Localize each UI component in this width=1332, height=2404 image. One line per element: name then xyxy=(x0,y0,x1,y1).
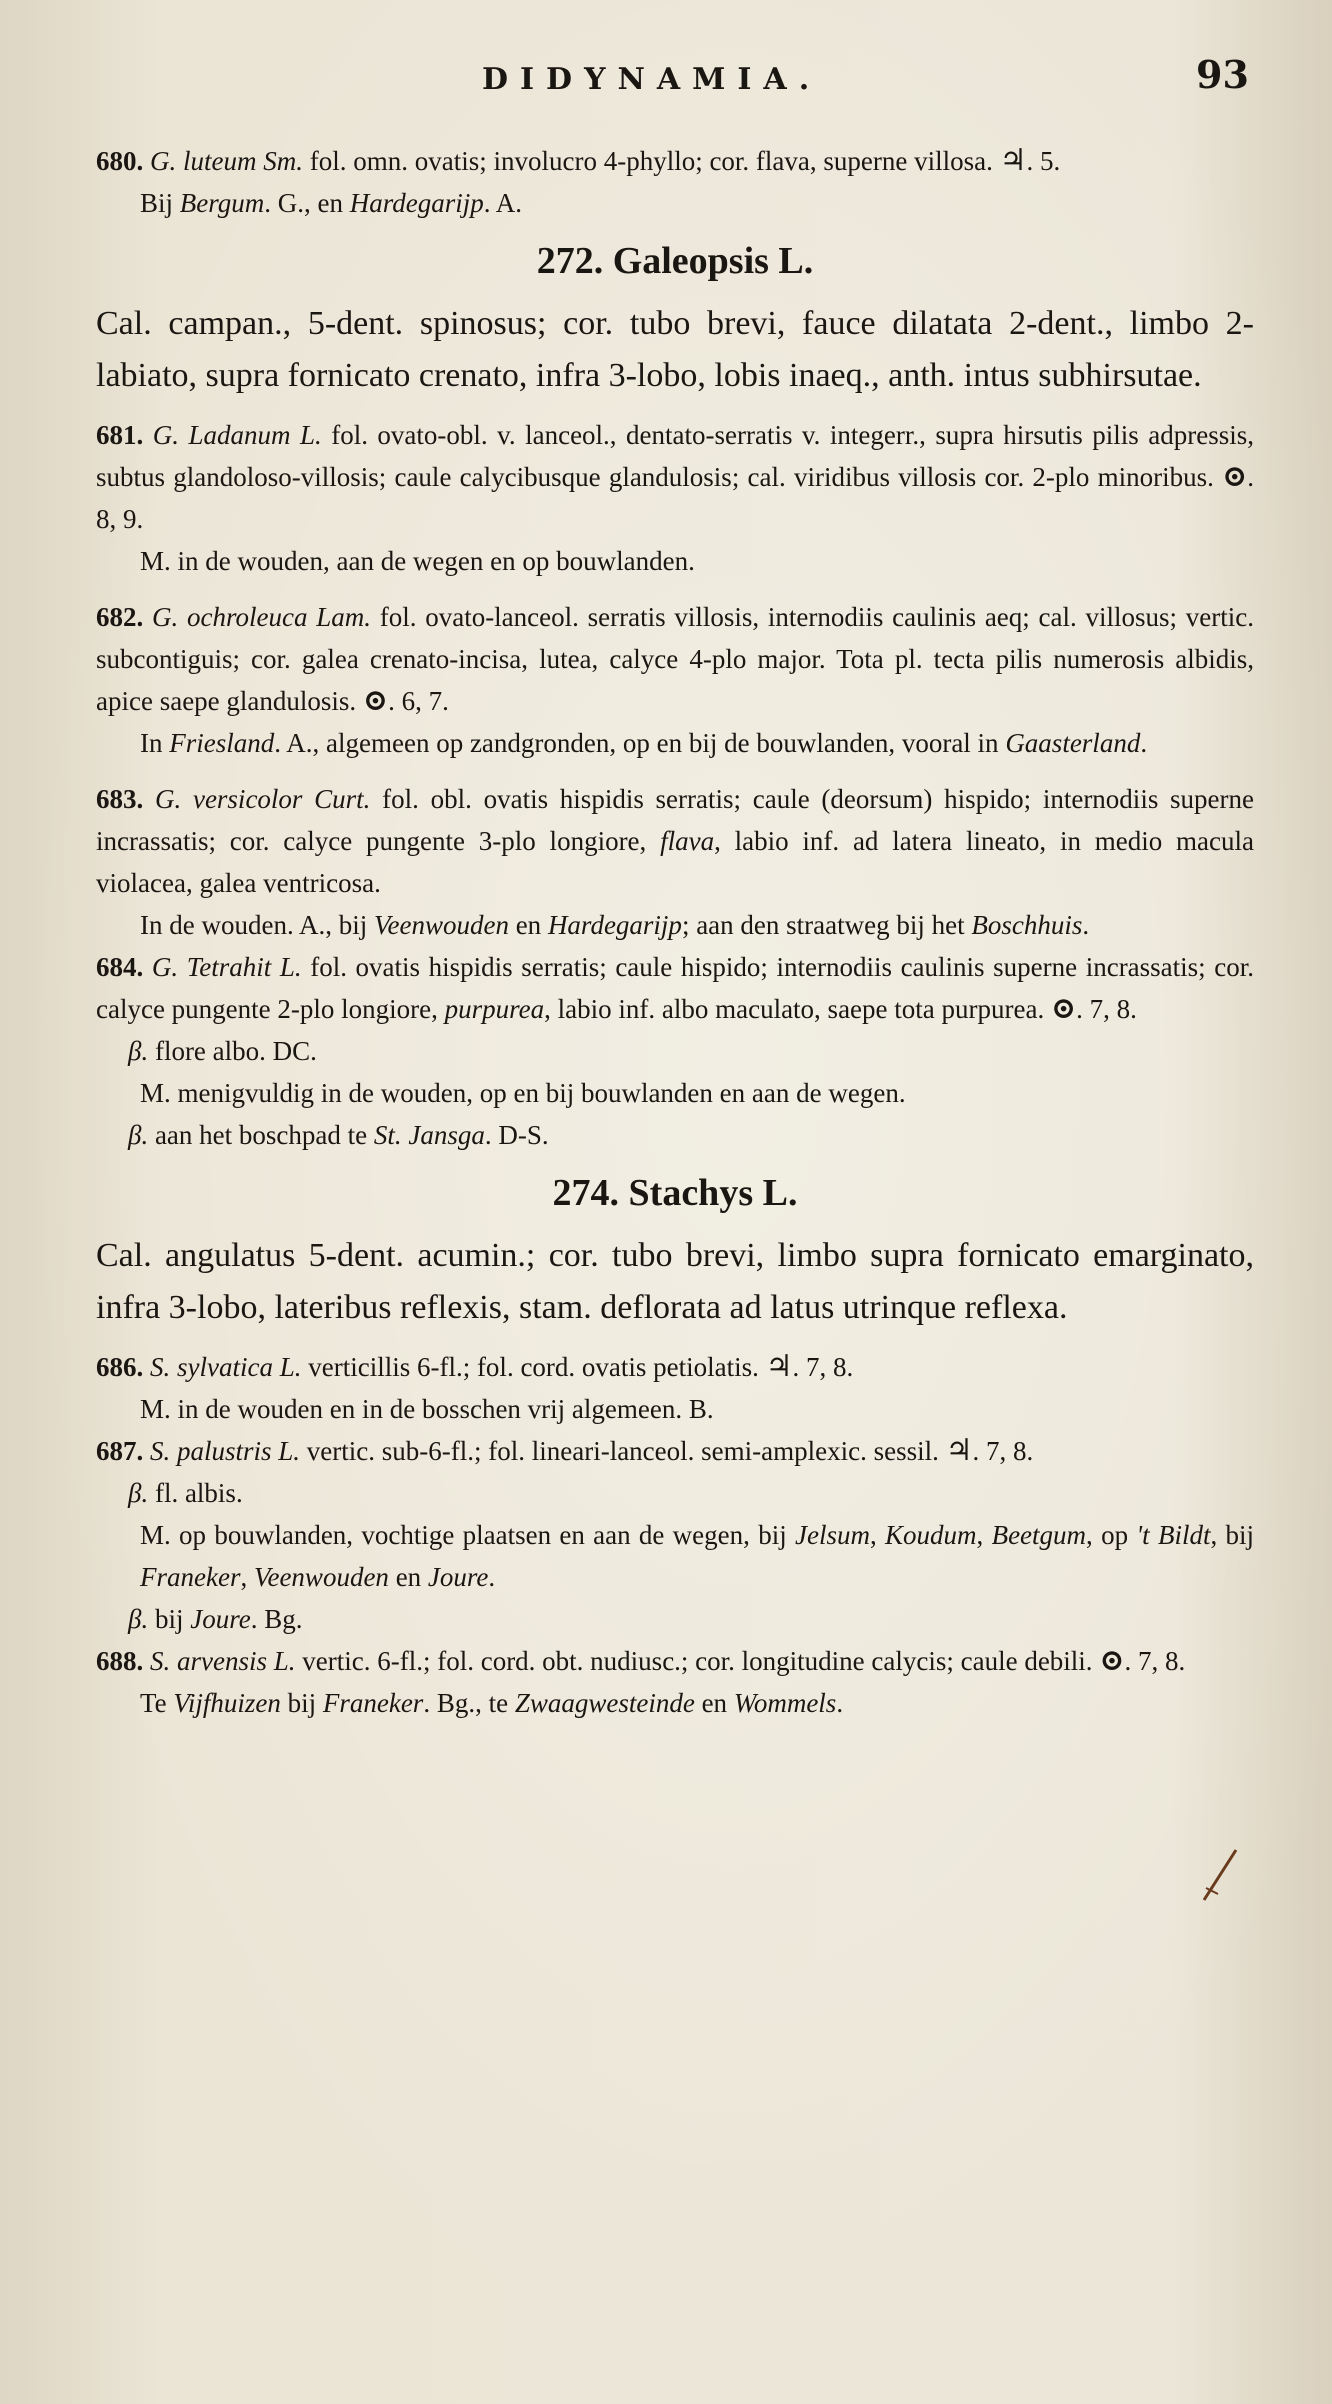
genus-heading-galeopsis: 272. Galeopsis L. xyxy=(536,240,814,282)
species-description: verticillis 6-fl.; fol. cord. ovatis petiolatis. xyxy=(308,1352,759,1382)
species-description: vertic. 6-fl.; fol. cord. obt. nudiusc.; cor. longitudine calycis; caule debili. xyxy=(302,1646,1093,1676)
dist-text: en xyxy=(508,910,548,940)
dist-text: . xyxy=(1140,728,1148,758)
species-description: fol. obl. ovatis hispidis serratis; caule (deorsum) hispido; internodiis superne incrassatis; cor. calyce pungente 3-plo longiore, xyxy=(96,784,1255,856)
variety-marker: β. xyxy=(128,1036,149,1066)
dist-text: Bij xyxy=(140,188,180,218)
species-entry-688 xyxy=(96,1640,1254,1682)
place-name: Veenwouden xyxy=(373,910,509,940)
species-entry-683 xyxy=(96,778,1254,904)
species-name: S. arvensis L. xyxy=(150,1646,296,1676)
variety-text: fl. albis. xyxy=(154,1478,243,1508)
species-name: G. Tetrahit L. xyxy=(151,952,302,982)
dist-text: In de wouden. A., bij xyxy=(140,910,374,940)
flowering-months: . 7, 8. xyxy=(1124,1646,1186,1676)
entry-number: 682. xyxy=(96,602,144,632)
flower-color: purpurea xyxy=(444,994,545,1024)
species-entry-681 xyxy=(96,414,1254,540)
place-name: Boschhuis xyxy=(971,910,1083,940)
dist-text: , xyxy=(869,1520,886,1550)
dist-text: aan het boschpad te xyxy=(154,1120,374,1150)
page-number: 93 xyxy=(1196,52,1249,97)
running-head-title: DIDYNAMIA. xyxy=(482,62,822,97)
distribution-682 xyxy=(96,722,1254,764)
dist-text: bij xyxy=(280,1688,323,1718)
place-name: Vijfhuizen xyxy=(173,1688,281,1718)
page-body xyxy=(96,140,1254,1724)
flowering-months: . 8, 9. xyxy=(96,462,1255,534)
species-name: S. palustris L. xyxy=(150,1436,301,1466)
place-name: Friesland xyxy=(169,728,275,758)
dist-text: bij xyxy=(154,1604,191,1634)
distribution-683 xyxy=(96,904,1254,946)
perennial-symbol: ♃ xyxy=(999,144,1027,177)
dist-text: . xyxy=(1082,910,1090,940)
entry-number: 684. xyxy=(96,952,144,982)
running-head xyxy=(0,52,1332,108)
perennial-symbol: ♃ xyxy=(945,1434,973,1467)
species-description: vertic. sub-6-fl.; fol. lineari-lanceol. semi-amplexic. sessil. xyxy=(306,1436,939,1466)
annual-symbol: ⊙ xyxy=(362,684,389,717)
genus-description-stachys: Cal. angulatus 5-dent. acumin.; cor. tubo brevi, limbo supra fornicato emarginato, infra 3-lobo, lateribus reflexis, stam. deflorata ad latus utrinque reflexa. xyxy=(96,1237,1254,1326)
species-description: fol. omn. ovatis; involucro 4-phyllo; cor. flava, superne villosa. xyxy=(309,146,993,176)
dist-text: . xyxy=(836,1688,844,1718)
place-name: Wommels xyxy=(733,1688,837,1718)
annual-symbol: ⊙ xyxy=(1222,460,1248,493)
perennial-symbol: ♃ xyxy=(765,1350,793,1383)
variety-distribution-687 xyxy=(96,1598,1254,1640)
dist-text: en xyxy=(694,1688,734,1718)
dist-text: In xyxy=(140,728,170,758)
place-name: Joure xyxy=(190,1604,251,1634)
entry-number: 683. xyxy=(96,784,144,814)
flowering-months: . 7, 8. xyxy=(1076,994,1137,1024)
variety-marker: β. xyxy=(128,1604,149,1634)
flowering-months: . 7, 8. xyxy=(972,1436,1034,1466)
place-name: Bergum xyxy=(179,188,265,218)
variety-text: flore albo. DC. xyxy=(154,1036,317,1066)
dist-text: ; aan den straatweg bij het xyxy=(681,910,972,940)
variety-687-beta xyxy=(96,1472,1254,1514)
genus-description-galeopsis: Cal. campan., 5-dent. spinosus; cor. tubo brevi, fauce dilatata 2-dent., limbo 2-labiato, supra fornicato crenato, infra 3-lobo, lobis inaeq., anth. intus subhirsutae. xyxy=(96,305,1254,394)
flowering-months: . 6, 7. xyxy=(388,686,449,716)
place-name: Gaasterland xyxy=(1005,728,1141,758)
distribution-681: M. in de wouden, aan de wegen en op bouwlanden. xyxy=(140,546,695,576)
species-description: fol. ovatis hispidis serratis; caule hispido; internodiis caulinis superne incrassatis; cor. calyce pungente 2-plo longiore, xyxy=(96,952,1255,1024)
dist-text: en xyxy=(388,1562,428,1592)
species-name: G. ochroleuca Lam. xyxy=(152,602,371,632)
annual-symbol: ⊙ xyxy=(1099,1644,1125,1677)
annual-symbol: ⊙ xyxy=(1050,992,1077,1025)
dist-text: . D-S. xyxy=(484,1120,549,1150)
place-name: Hardegarijp xyxy=(349,188,484,218)
species-description: fol. ovato-obl. v. lanceol., dentato-serratis v. integerr., supra hirsutis pilis adpressis, subtus glandoloso-villosis; caule calycibusque glandulosis; cal. viridibus villosis cor. 2-plo minoribus. xyxy=(96,420,1255,492)
place-name: Veenwouden xyxy=(253,1562,389,1592)
dist-text: , bij xyxy=(1210,1520,1255,1550)
species-entry-684 xyxy=(96,946,1254,1030)
distribution-680 xyxy=(96,182,1254,224)
place-name: Franeker xyxy=(140,1562,241,1592)
variety-marker: β. xyxy=(128,1478,149,1508)
dist-text: , xyxy=(976,1520,992,1550)
ink-mark-icon xyxy=(1196,1848,1240,1908)
species-entry-686 xyxy=(96,1346,1254,1388)
species-entry-680 xyxy=(96,140,1254,182)
species-name: G. Ladanum L. xyxy=(152,420,322,450)
flower-color: flava xyxy=(660,826,715,856)
place-name: Jelsum xyxy=(794,1520,870,1550)
place-name: Joure xyxy=(427,1562,489,1592)
distribution-688 xyxy=(96,1682,1254,1724)
dist-text: , xyxy=(240,1562,254,1592)
dist-text: . Bg. xyxy=(250,1604,303,1634)
genus-heading-stachys: 274. Stachys L. xyxy=(552,1172,798,1214)
place-name: Franeker xyxy=(322,1688,424,1718)
place-name: Hardegarijp xyxy=(547,910,682,940)
variety-684-beta xyxy=(96,1030,1254,1072)
place-name: Zwaagwesteinde xyxy=(514,1688,695,1718)
flowering-months: . 7, 8. xyxy=(792,1352,854,1382)
species-description: , labio inf. ad latera lineato, in medio macula violacea, galea ventricosa. xyxy=(96,826,1254,898)
dist-text: M. op bouwlanden, vochtige plaatsen en aan de wegen, bij xyxy=(140,1520,795,1550)
entry-number: 680. xyxy=(96,146,144,176)
distribution-686: M. in de wouden en in de bosschen vrij algemeen. B. xyxy=(140,1394,714,1424)
species-name: G. luteum Sm. xyxy=(150,146,303,176)
variety-distribution-684 xyxy=(96,1114,1254,1156)
species-entry-682 xyxy=(96,596,1254,722)
dist-text: . xyxy=(488,1562,496,1592)
place-name: St. Jansga xyxy=(373,1120,485,1150)
dist-text: . G., en xyxy=(264,188,350,218)
entry-number: 687. xyxy=(96,1436,144,1466)
place-name: Beetgum xyxy=(991,1520,1087,1550)
dist-text: Te xyxy=(140,1688,174,1718)
distribution-684: M. menigvuldig in de wouden, op en bij bouwlanden en aan de wegen. xyxy=(140,1078,906,1108)
entry-number: 686. xyxy=(96,1352,144,1382)
species-description: fol. ovato-lanceol. serratis villosis, internodiis caulinis aeq; cal. villosus; vertic. subcontiguis; cor. galea crenato-incisa, lutea, calyce 4-plo major. Tota pl. tecta pilis numerosis albidis, apice saepe glandulosis. xyxy=(96,602,1254,716)
entry-number: 688. xyxy=(96,1646,144,1676)
species-name: G. versicolor Curt. xyxy=(154,784,371,814)
dist-text: . A. xyxy=(483,188,522,218)
species-description: , labio inf. albo maculato, saepe tota purpurea. xyxy=(544,994,1045,1024)
dist-text: . Bg., te xyxy=(423,1688,515,1718)
flowering-months: . 5. xyxy=(1026,146,1061,176)
entry-number: 681. xyxy=(96,420,144,450)
variety-marker: β. xyxy=(128,1120,149,1150)
place-name: 't Bildt xyxy=(1136,1520,1211,1550)
dist-text: , op xyxy=(1086,1520,1137,1550)
place-name: Koudum xyxy=(885,1520,977,1550)
species-name: S. sylvatica L. xyxy=(150,1352,302,1382)
species-entry-687 xyxy=(96,1430,1254,1472)
dist-text: . A., algemeen op zandgronden, op en bij de bouwlanden, vooral in xyxy=(274,728,1006,758)
distribution-687 xyxy=(96,1514,1254,1598)
